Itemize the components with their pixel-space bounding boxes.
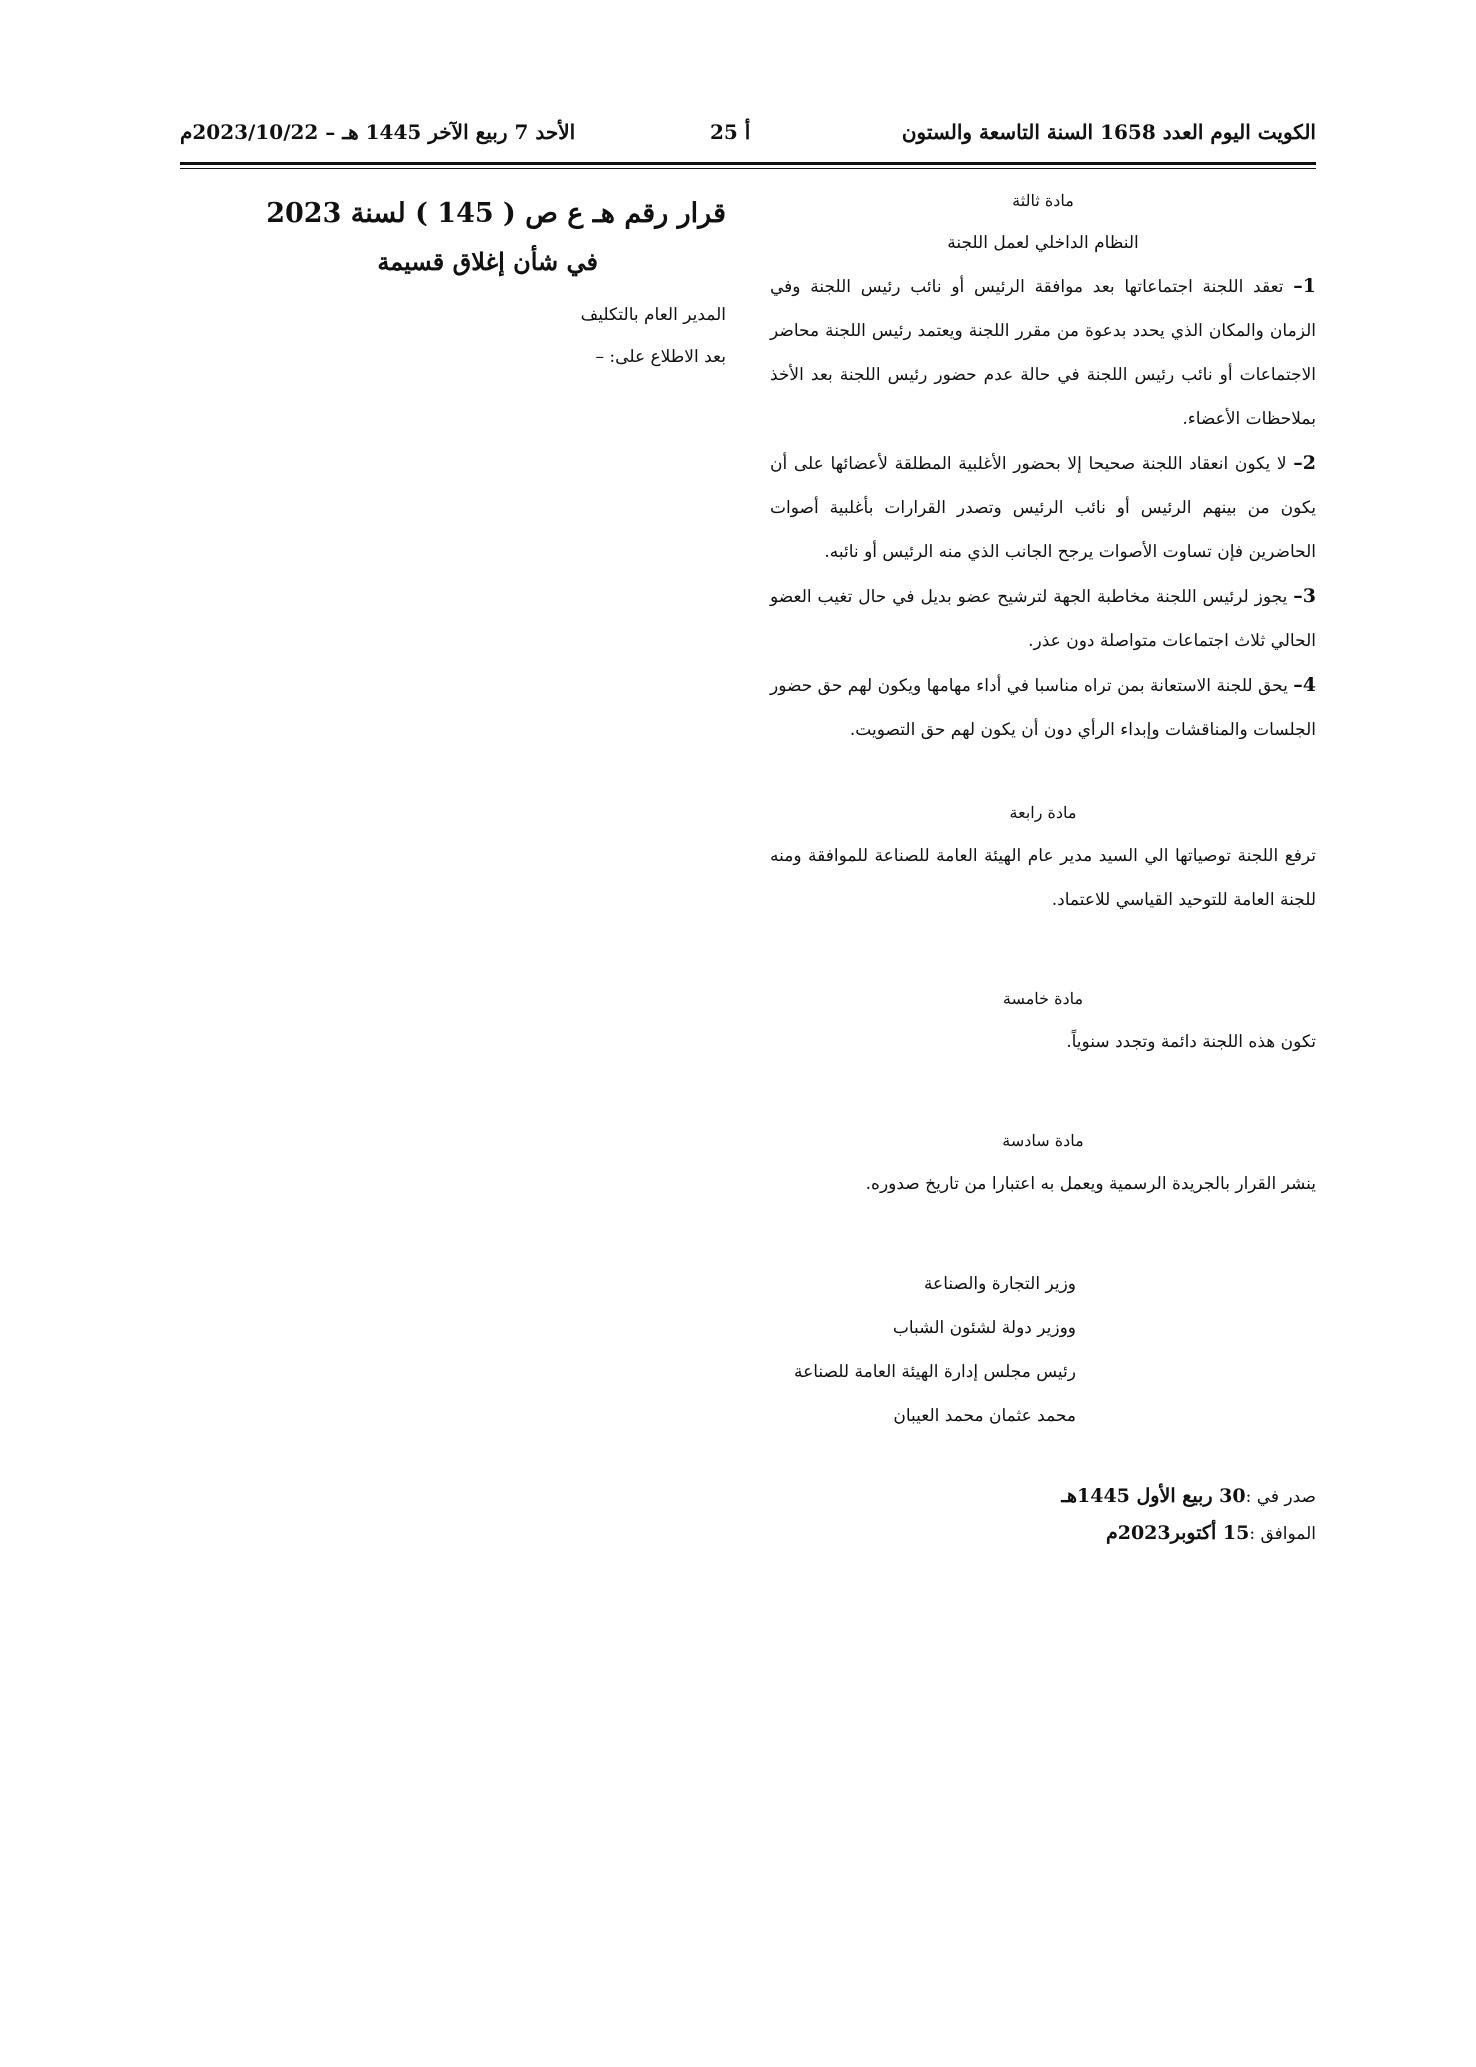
item-number: 4–	[1293, 674, 1316, 696]
header-rule-thick	[180, 162, 1316, 165]
decision-title: قرار رقم هـ ع ص ( 145 ) لسنة 2023	[266, 198, 726, 229]
article5-title: مادة خامسة	[1002, 989, 1084, 1008]
article3-title: مادة ثالثة	[1012, 191, 1074, 210]
issue-date-gregorian-label: الموافق :	[1249, 1524, 1316, 1544]
item-text: لا يكون انعقاد اللجنة صحيحا إلا بحضور الأغلبية المطلقة لأعضائها على أن يكون من بينهم الرئيس أو نائب الرئيس وتصدر القرارات بأغلبية أصوات الحاضرين فإن تساوت الأصوات يرجح الجانب الذي منه الرئيس أو نائبه.	[770, 454, 1316, 562]
article4-title: مادة رابعة	[1009, 803, 1077, 822]
header-page-number: أ 25	[710, 120, 751, 144]
article6-text: ينشر القرار بالجريدة الرسمية ويعمل به اعتبارا من تاريخ صدوره.	[865, 1174, 1316, 1194]
issue-date-hijri-value: 30 ربيع الأول 1445هـ	[1061, 1485, 1246, 1507]
issue-date-gregorian	[770, 1515, 1316, 1552]
page-header	[180, 120, 1316, 154]
item-number: 2–	[1293, 452, 1316, 474]
article5-text: تكون هذه اللجنة دائمة وتجدد سنوياً.	[1066, 1032, 1316, 1052]
header-date: الأحد 7 ربيع الآخر 1445 هـ – 2023/10/22م	[180, 120, 576, 144]
item-number: 1–	[1293, 275, 1316, 297]
article3-item-2	[770, 441, 1316, 574]
issue-date-hijri-label: صدر في :	[1245, 1487, 1316, 1507]
issue-date-gregorian-value: 15 أكتوبر2023م	[1105, 1522, 1250, 1544]
issue-date-block	[770, 1478, 1316, 1552]
header-rule-thin	[180, 168, 1316, 169]
issue-date-hijri	[770, 1478, 1316, 1515]
decision-subject: في شأن إغلاق قسيمة	[377, 247, 598, 276]
signature-name: محمد عثمان محمد العيبان	[893, 1406, 1076, 1426]
article6-title: مادة سادسة	[1002, 1131, 1084, 1150]
decision-preamble: بعد الاطلاع على: –	[595, 347, 726, 367]
left-column	[180, 180, 726, 378]
decision-issuer: المدير العام بالتكليف	[580, 305, 726, 325]
right-column	[770, 180, 1316, 1552]
signature-line-1: وزير التجارة والصناعة	[923, 1274, 1076, 1294]
item-text: يجوز لرئيس اللجنة مخاطبة الجهة لترشيح عضو بديل في حال تغيب العضو الحالي ثلاث اجتماعات متواصلة دون عذر.	[770, 587, 1316, 651]
item-number: 3–	[1293, 585, 1316, 607]
article3-item-1	[770, 264, 1316, 441]
signature-line-2: ووزير دولة لشئون الشباب	[892, 1318, 1076, 1338]
signature-line-3: رئيس مجلس إدارة الهيئة العامة للصناعة	[793, 1362, 1076, 1382]
item-text: يحق للجنة الاستعانة بمن تراه مناسبا في أداء مهامها ويكون لهم حق حضور الجلسات والمناقشات وإبداء الرأي دون أن يكون لهم حق التصويت.	[770, 676, 1316, 740]
header-issue-info: الكويت اليوم العدد 1658 السنة التاسعة والستون	[901, 120, 1316, 144]
article4-text: ترفع اللجنة توصياتها الي السيد مدير عام الهيئة العامة للصناعة للموافقة ومنه للجنة العامة للتوحيد القياسي للاعتماد.	[770, 846, 1316, 910]
article3-subtitle: النظام الداخلي لعمل اللجنة	[947, 233, 1139, 253]
item-text: تعقد اللجنة اجتماعاتها بعد موافقة الرئيس أو نائب رئيس اللجنة وفي الزمان والمكان الذي يحدد بدعوة من مقرر اللجنة ويعتمد رئيس اللجنة محاضر الاجتماعات أو نائب رئيس اللجنة في حالة عدم حضور رئيس اللجنة بعد الأخذ بملاحظات الأعضاء.	[770, 277, 1316, 429]
article3-item-4	[770, 663, 1316, 752]
signature-block	[770, 1262, 1076, 1438]
article3-item-3	[770, 574, 1316, 663]
